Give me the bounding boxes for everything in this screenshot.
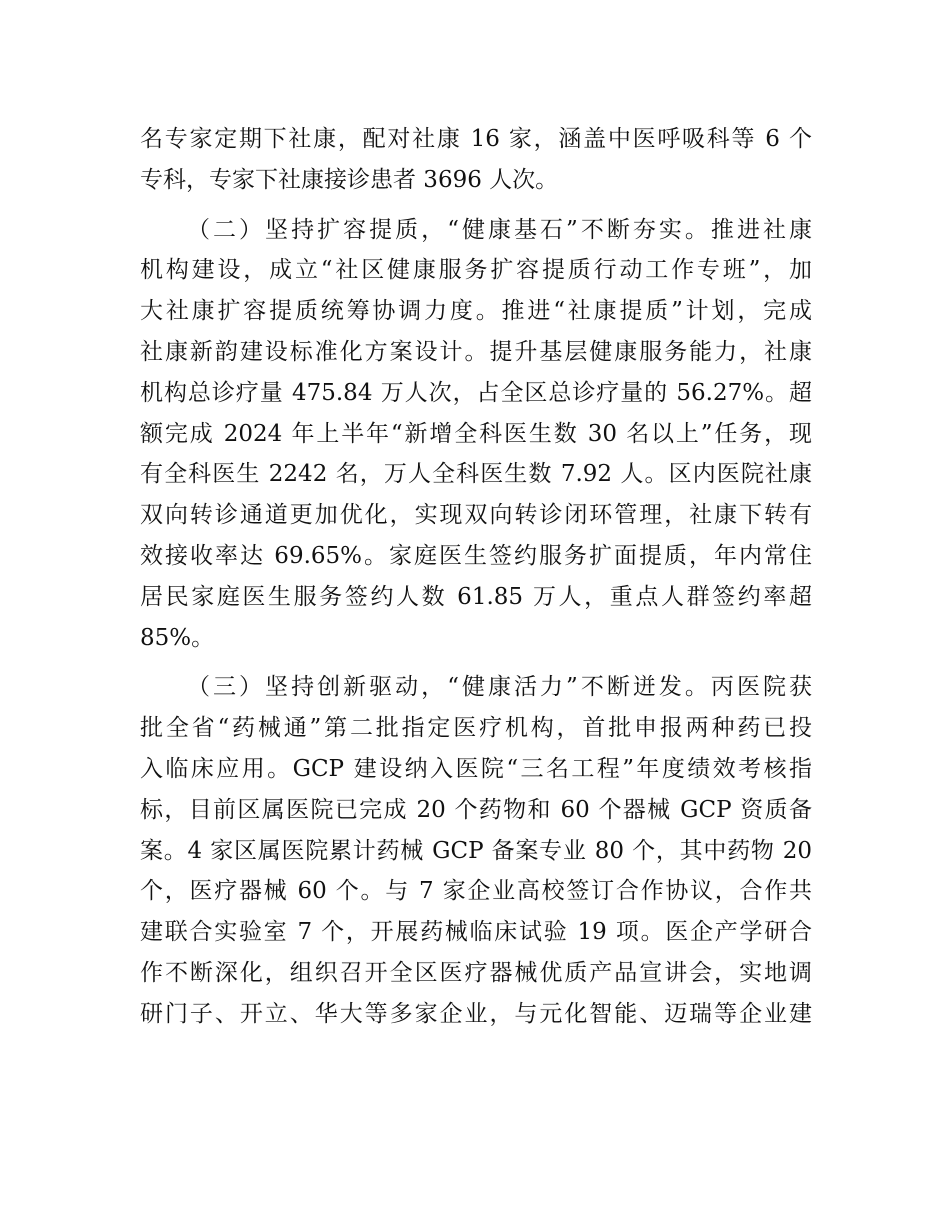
text-line: 社康新韵建设标准化方案设计。提升基层健康服务能力，社康 — [140, 338, 812, 365]
document-body — [140, 119, 812, 1044]
text-line: 效接收率达 69.65%。家庭医生签约服务扩面提质，年内常住 — [140, 542, 812, 569]
text-line: 额完成 2024 年上半年“新增全科医生数 30 名以上”任务，现 — [140, 420, 812, 447]
text-line: 名专家定期下社康，配对社康 16 家，涵盖中医呼吸科等 6 个 — [140, 126, 812, 152]
text-line: 案。4 家区属医院累计药械 GCP 备案专业 80 个，其中药物 20 — [140, 837, 812, 864]
text-line: 个，医疗器械 60 个。与 7 家企业高校签订合作协议，合作共 — [140, 878, 812, 905]
text-line: （三）坚持创新驱动，“健康活力”不断迸发。丙医院获 — [187, 674, 812, 701]
text-line: 专科，专家下社康接诊患者 3696 人次。 — [140, 166, 559, 193]
text-line: 双向转诊通道更加优化，实现双向转诊闭环管理，社康下转有 — [140, 502, 812, 529]
text-line: 建联合实验室 7 个，开展药械临床试验 19 项。医企产学研合 — [140, 919, 812, 946]
text-line: 研门子、开立、华大等多家企业，与元化智能、迈瑞等企业建 — [140, 1000, 812, 1027]
text-line: 居民家庭医生服务签约人数 61.85 万人，重点人群签约率超 — [140, 583, 812, 610]
text-line: 85%。 — [140, 624, 215, 651]
text-line: （二）坚持扩容提质，“健康基石”不断夯实。推进社康 — [187, 216, 812, 243]
text-line: 机构建设，成立“社区健康服务扩容提质行动工作专班”，加 — [140, 257, 812, 284]
paragraph-1 — [140, 119, 812, 201]
text-line: 机构总诊疗量 475.84 万人次，占全区总诊疗量的 56.27%。超 — [140, 379, 812, 406]
text-line: 有全科医生 2242 名，万人全科医生数 7.92 人。区内医院社康 — [140, 461, 812, 488]
text-line: 作不断深化，组织召开全区医疗器械优质产品宣讲会，实地调 — [140, 959, 812, 986]
text-line: 标，目前区属医院已完成 20 个药物和 60 个器械 GCP 资质备 — [140, 796, 812, 823]
paragraph-2 — [140, 210, 812, 659]
text-line: 入临床应用。GCP 建设纳入医院“三名工程”年度绩效考核指 — [140, 755, 812, 782]
paragraph-3 — [140, 667, 812, 1034]
text-line: 批全省“药械通”第二批指定医疗机构，首批申报两种药已投 — [140, 715, 812, 742]
text-line: 大社康扩容提质统筹协调力度。推进“社康提质”计划，完成 — [140, 298, 812, 325]
